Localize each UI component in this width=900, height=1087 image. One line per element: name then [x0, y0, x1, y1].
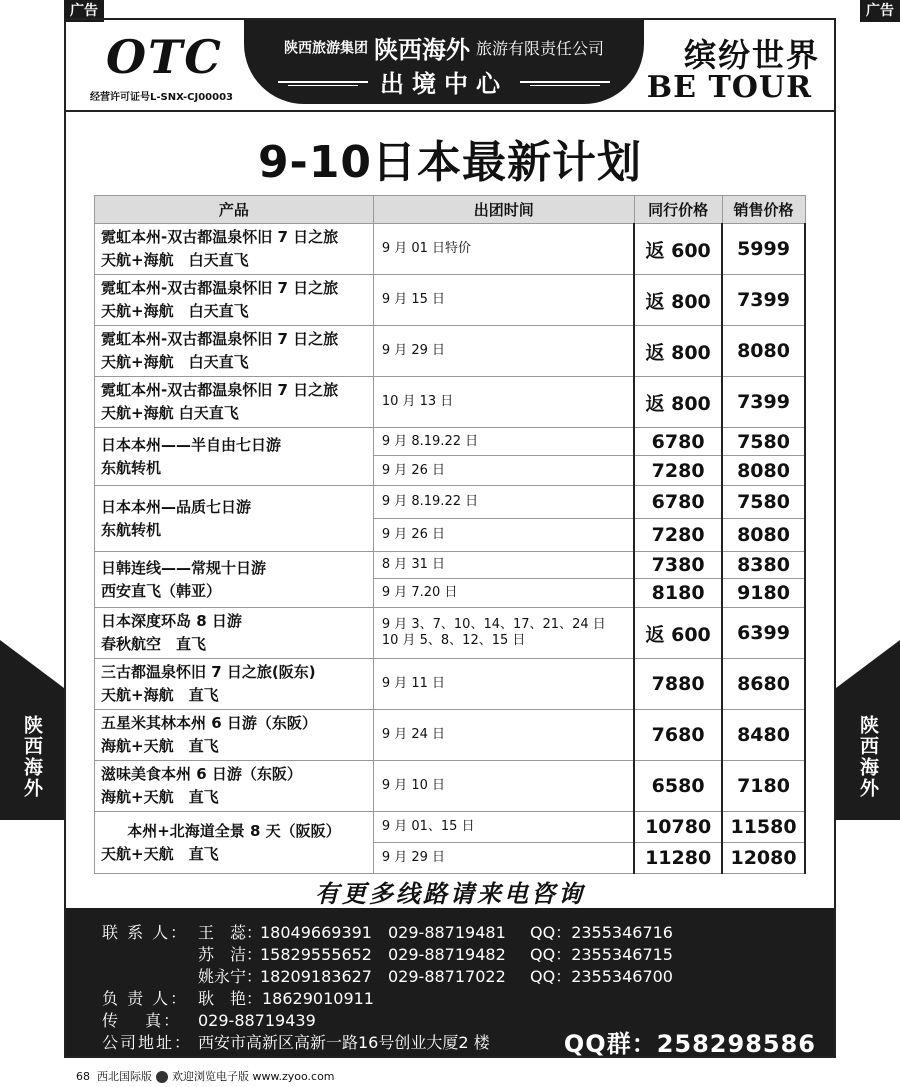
sale-price: 12080 [722, 843, 805, 874]
sale-price: 7180 [722, 761, 805, 812]
product-name: 霓虹本州-双古都温泉怀旧 7 日之旅 [101, 279, 339, 297]
table-header-row [95, 196, 806, 224]
qq-group: QQ群：258298586 [563, 1030, 816, 1058]
product-flight: 西安直飞（韩亚） [101, 581, 222, 600]
sale-price: 8480 [722, 710, 805, 761]
magazine-logo-icon [156, 1071, 168, 1083]
product-cell [95, 326, 374, 377]
product-name: 霓虹本州-双古都温泉怀旧 7 日之旅 [101, 228, 339, 246]
side-tag-right [836, 640, 900, 820]
tour-plan-table [94, 195, 806, 874]
sale-price: 7399 [722, 377, 805, 428]
badge-group-name: 陕西旅游集团 [283, 40, 368, 57]
peer-price: 6580 [634, 761, 722, 812]
manager-contact: 耿 艳：18629010911 [198, 989, 374, 1008]
product-name: 日本本州——半自由七日游 [101, 435, 282, 454]
departure-date-cell [373, 608, 634, 659]
table-row [95, 552, 806, 579]
peer-price: 8180 [634, 579, 722, 608]
side-tag-label: 陕西海外 [21, 715, 43, 799]
product-flight: 天航+海航 白天直飞 [101, 404, 239, 422]
product-name: 霓虹本州-双古都温泉怀旧 7 日之旅 [101, 330, 339, 348]
contact-row [102, 920, 673, 943]
product-flight: 春秋航空 直飞 [101, 635, 207, 653]
side-tag-left [0, 640, 64, 820]
sale-price: 6399 [722, 608, 805, 659]
manager-row [102, 986, 374, 1009]
peer-price: 7380 [634, 552, 722, 579]
sale-price: 11580 [722, 812, 805, 843]
peer-price: 返 800 [634, 326, 722, 377]
table-row [95, 428, 806, 456]
contact-name: 王 蕊： [198, 923, 263, 942]
peer-price: 返 600 [634, 608, 722, 659]
contact-tel[interactable]: 029-88719482 [388, 945, 506, 964]
peer-price: 7280 [634, 519, 722, 552]
page-footer [76, 1068, 335, 1084]
edition-name: 西北国际版 [97, 1070, 152, 1083]
page-title: 9-10日本最新计划 [257, 137, 643, 188]
departure-date: 10 月 13 日 [373, 377, 634, 428]
contact-tel[interactable]: 029-88719481 [388, 923, 506, 942]
contact-name: 姚永宁： [198, 967, 263, 986]
product-cell [95, 710, 374, 761]
product-flight: 天航+天航 直飞 [101, 844, 219, 863]
departure-date: 9 月 01、15 日 [373, 812, 634, 843]
contact-mobile[interactable]: 18209183627 [260, 967, 372, 986]
product-flight: 天航+海航 白天直飞 [101, 302, 249, 320]
departure-date: 9 月 29 日 [373, 326, 634, 377]
sale-price: 5999 [722, 224, 805, 275]
address-row [102, 1030, 490, 1053]
table-row [95, 812, 806, 843]
badge-company-name: 陕西海外 [373, 35, 470, 64]
departure-date: 9 月 7.20 日 [373, 579, 634, 608]
fax-number: 029-88719439 [198, 1011, 316, 1030]
departure-date: 9 月 29 日 [373, 843, 634, 874]
sale-price: 7399 [722, 275, 805, 326]
contact-qq: QQ：2355346715 [530, 945, 673, 964]
departure-date: 9 月 15 日 [373, 275, 634, 326]
contact-panel [66, 908, 834, 1056]
peer-price: 返 600 [634, 224, 722, 275]
product-flight: 天航+海航 直飞 [101, 686, 219, 704]
departure-date: 8 月 31 日 [373, 552, 634, 579]
sale-price: 7580 [722, 428, 805, 456]
product-cell [95, 377, 374, 428]
departure-date: 9 月 8.19.22 日 [373, 486, 634, 519]
product-flight: 天航+海航 白天直飞 [101, 251, 249, 269]
sale-price: 7580 [722, 486, 805, 519]
product-name: 三古都温泉怀旧 7 日之旅(阪东) [101, 663, 316, 681]
product-cell [95, 224, 374, 275]
product-name: 本州+北海道全景 8 天（阪阪） [127, 821, 341, 840]
address-label: 公司地址： [102, 1033, 193, 1052]
column-header-product: 产品 [95, 196, 374, 224]
product-name: 霓虹本州-双古都温泉怀旧 7 日之旅 [101, 381, 339, 399]
peer-price: 11280 [634, 843, 722, 874]
product-name: 五星米其林本州 6 日游（东阪） [101, 714, 317, 732]
website-note[interactable]: 欢迎浏览电子版 www.zyoo.com [172, 1070, 335, 1083]
table-row [95, 710, 806, 761]
product-flight: 海航+天航 直飞 [101, 788, 219, 806]
product-name: 滋味美食本州 6 日游（东阪） [101, 765, 302, 783]
contact-tel[interactable]: 029-88717022 [388, 967, 506, 986]
contact-row [102, 964, 673, 987]
contact-label: 联 系 人： [102, 923, 189, 942]
product-name: 日本本州—品质七日游 [101, 497, 252, 516]
product-cell [95, 486, 374, 552]
table-row [95, 486, 806, 519]
peer-price: 7680 [634, 710, 722, 761]
departure-date: 9 月 26 日 [373, 456, 634, 486]
departure-date: 9 月 01 日特价 [373, 224, 634, 275]
product-flight: 海航+天航 直飞 [101, 737, 219, 755]
ad-tag: 广告 [860, 0, 900, 22]
column-header-sale-price: 销售价格 [722, 196, 805, 224]
column-header-departure: 出团时间 [373, 196, 634, 224]
badge-department: 出境中心 [380, 70, 508, 98]
product-flight: 东航转机 [101, 458, 162, 477]
product-cell [95, 428, 374, 486]
otc-logo: OTC [106, 30, 223, 84]
contact-mobile[interactable]: 18049669391 [260, 923, 372, 942]
departure-date: 9 月 8.19.22 日 [373, 428, 634, 456]
sale-price: 8680 [722, 659, 805, 710]
product-cell [95, 812, 374, 874]
table-row [95, 326, 806, 377]
product-flight: 天航+海航 白天直飞 [101, 353, 249, 371]
contact-qq: QQ：2355346716 [530, 923, 673, 942]
peer-price: 返 800 [634, 275, 722, 326]
table-row [95, 659, 806, 710]
ad-tag: 广告 [64, 0, 104, 22]
contact-qq: QQ：2355346700 [530, 967, 673, 986]
peer-price: 7280 [634, 456, 722, 486]
product-cell [95, 761, 374, 812]
product-cell [95, 552, 374, 608]
table-row [95, 608, 806, 659]
product-cell [95, 659, 374, 710]
product-cell [95, 275, 374, 326]
sale-price: 8080 [722, 519, 805, 552]
peer-price: 返 800 [634, 377, 722, 428]
company-badge [244, 20, 644, 104]
contact-row [102, 942, 673, 965]
peer-price: 6780 [634, 428, 722, 456]
peer-price: 6780 [634, 486, 722, 519]
manager-label: 负 责 人： [102, 989, 189, 1008]
sale-price: 8380 [722, 552, 805, 579]
departure-date: 9 月 11 日 [373, 659, 634, 710]
peer-price: 10780 [634, 812, 722, 843]
more-routes-note: 有更多线路请来电咨询 [315, 880, 585, 908]
product-name: 日本深度环岛 8 日游 [101, 612, 242, 630]
side-tag-label: 陕西海外 [857, 715, 879, 799]
table-row [95, 761, 806, 812]
contact-mobile[interactable]: 15829555652 [260, 945, 372, 964]
license-number: 经营许可证号L-SNX-CJ00003 [90, 92, 233, 103]
column-header-peer-price: 同行价格 [634, 196, 722, 224]
product-flight: 东航转机 [101, 520, 162, 539]
page-number: 68 [76, 1070, 90, 1083]
brand-english: BE TOUR [646, 70, 812, 105]
table-row [95, 224, 806, 275]
sale-price: 8080 [722, 326, 805, 377]
departure-date: 9 月 3、7、10、14、17、21、24 日 [381, 617, 606, 632]
product-cell [95, 608, 374, 659]
table-row [95, 275, 806, 326]
company-address: 西安市高新区高新一路16号创业大厦2 楼 [198, 1033, 490, 1052]
decorative-line [278, 81, 368, 83]
page-header [66, 20, 834, 112]
decorative-line [520, 81, 610, 83]
brand-chinese: 缤纷世界 [683, 36, 820, 74]
departure-date: 9 月 24 日 [373, 710, 634, 761]
sale-price: 8080 [722, 456, 805, 486]
badge-company-suffix: 旅游有限责任公司 [475, 39, 604, 58]
table-row [95, 377, 806, 428]
peer-price: 7880 [634, 659, 722, 710]
fax-label: 传 真： [102, 1011, 182, 1030]
fax-row [102, 1008, 316, 1031]
departure-date: 10 月 5、8、12、15 日 [381, 633, 526, 648]
sale-price: 9180 [722, 579, 805, 608]
departure-date: 9 月 26 日 [373, 519, 634, 552]
product-name: 日韩连线——常规十日游 [101, 558, 267, 577]
departure-date: 9 月 10 日 [373, 761, 634, 812]
contact-name: 苏 洁： [198, 945, 263, 964]
